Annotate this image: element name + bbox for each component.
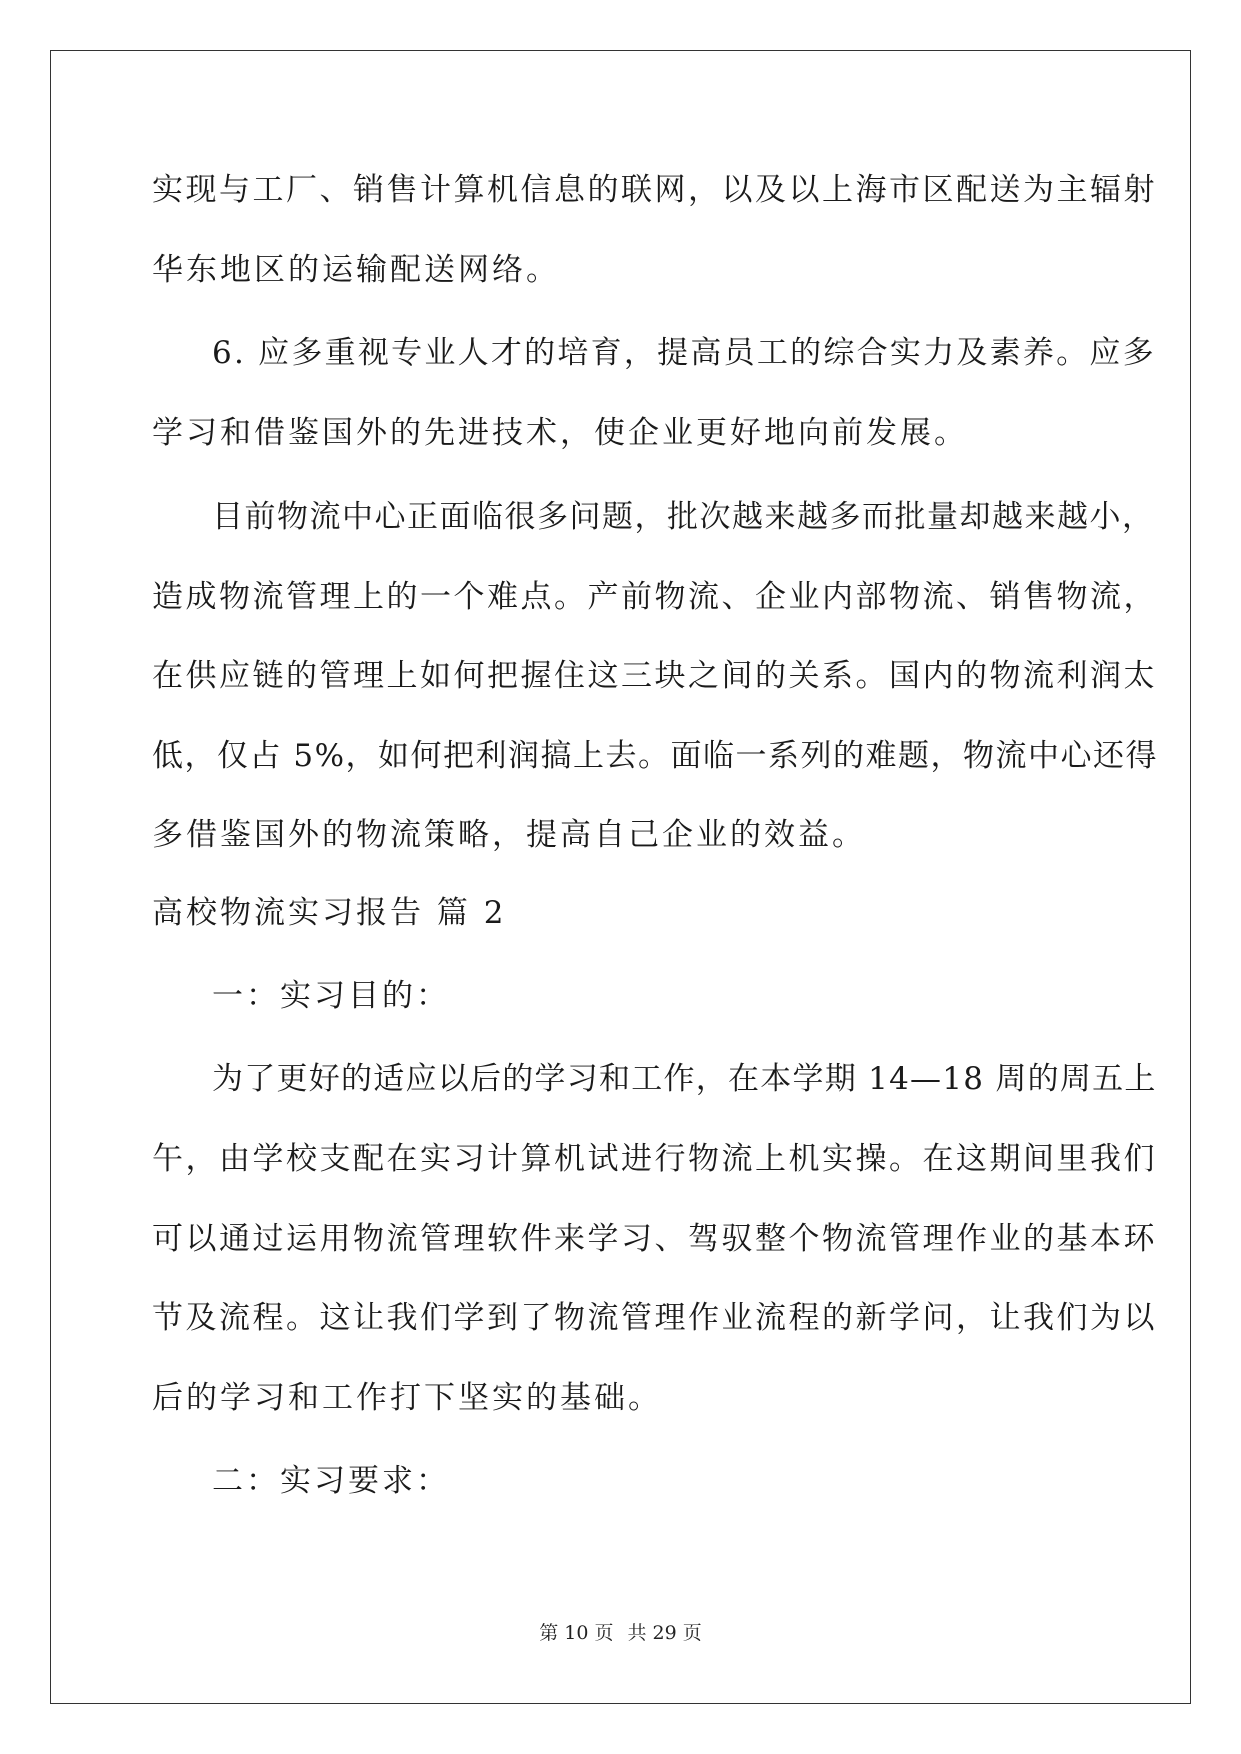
body-line: 华东地区的运输配送网络。 xyxy=(152,252,560,288)
body-line: 节及流程。这让我们学到了物流管理作业流程的新学问，让我们为以 xyxy=(152,1300,1157,1336)
body-line: 为了更好的适应以后的学习和工作，在本学期 14—18 周的周五上 xyxy=(212,1061,1157,1097)
body-line: 目前物流中心正面临很多问题，批次越来越多而批量却越来越小， xyxy=(212,499,1155,535)
body-line: 低，仅占 5%，如何把利润搞上去。面临一系列的难题，物流中心还得 xyxy=(152,738,1159,774)
page-footer xyxy=(0,1621,1241,1645)
body-line: 多借鉴国外的物流策略，提高自己企业的效益。 xyxy=(152,817,866,853)
body-line: 可以通过运用物流管理软件来学习、驾驭整个物流管理作业的基本环 xyxy=(152,1221,1157,1257)
current-page-number: 第 10 页 xyxy=(539,1622,614,1644)
subsection-heading: 二：实习要求： xyxy=(212,1463,450,1499)
body-line: 在供应链的管理上如何把握住这三块之间的关系。国内的物流利润太 xyxy=(152,658,1157,694)
body-line: 6. 应多重视专业人才的培育，提高员工的综合实力及素养。应多 xyxy=(212,335,1156,371)
body-line: 学习和借鉴国外的先进技术，使企业更好地向前发展。 xyxy=(152,415,968,451)
body-line: 实现与工厂、销售计算机信息的联网，以及以上海市区配送为主辐射 xyxy=(152,172,1157,208)
body-line: 造成物流管理上的一个难点。产前物流、企业内部物流、销售物流， xyxy=(152,579,1157,615)
page-frame xyxy=(50,50,1191,1704)
body-line: 后的学习和工作打下坚实的基础。 xyxy=(152,1380,662,1416)
section-heading: 高校物流实习报告 篇 2 xyxy=(152,895,507,931)
subsection-heading: 一：实习目的： xyxy=(212,978,450,1014)
body-line: 午，由学校支配在实习计算机试进行物流上机实操。在这期间里我们 xyxy=(152,1141,1157,1177)
total-pages: 共 29 页 xyxy=(627,1622,702,1644)
